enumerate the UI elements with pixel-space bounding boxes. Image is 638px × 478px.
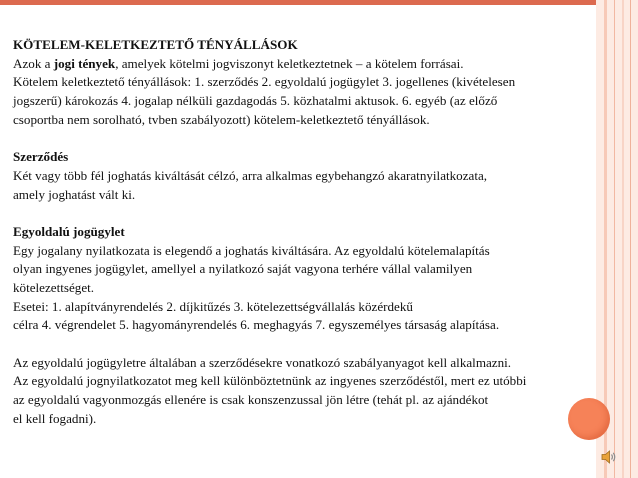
intro-emphasis: jogi tények (53, 55, 116, 71)
slide-content (13, 36, 638, 428)
top-accent-bar (0, 0, 638, 5)
intro-text: , amelyek kötelmi jogviszonyt keletkeztetnek – a kötelem forrásai. (115, 55, 464, 71)
unilateral-line: Esetei: 1. alapítványrendelés 2. díjkitűzés 3. kötelezettségvállalás közérdekű (13, 298, 413, 314)
intro-text: Azok a (13, 55, 54, 71)
spacer (13, 129, 638, 148)
speaker-icon[interactable] (600, 448, 618, 466)
unilateral-line: olyan ingyenes jogügylet, amellyel a nyilatkozó saját vagyona terhére vállal valamilyen (13, 261, 473, 277)
contract-line: amely joghatást vált ki. (13, 186, 136, 202)
section-heading-contract: Szerződés (13, 149, 69, 165)
unilateral-line: célra 4. végrendelet 5. hagyományrendelés 6. meghagyás 7. egyszemélyes társaság alapítása. (13, 317, 500, 333)
section-heading-unilateral: Egyoldalú jogügylet (13, 223, 125, 239)
contract-line: Két vagy több fél joghatás kiváltását célzó, arra alkalmas egybehangzó akaratnyilatkozata, (13, 167, 488, 183)
closing-line: Az egyoldalú jogügyletre általában a szerződésekre vonatkozó szabályanyagot kell alkalmazni. (13, 354, 512, 370)
decorative-orb (568, 398, 610, 440)
intro-line: Kötelem keletkeztető tényállások: 1. szerződés 2. egyoldalú jogügylet 3. jogellenes (kivételesen (13, 74, 516, 90)
closing-line: Az egyoldalú jognyilatkozatot meg kell különböztetnünk az ingyenes szerződéstől, mert ez utóbbi (13, 373, 527, 389)
closing-line: el kell fogadni). (13, 410, 97, 426)
closing-line: az egyoldalú vagyonmozgás ellenére is csak konszenzussal jön létre (tehát pl. az ajándékot (13, 392, 489, 408)
intro-line: jogszerű) károkozás 4. jogalap nélküli gazdagodás 5. közhatalmi aktusok. 6. egyéb (az előző (13, 93, 498, 109)
unilateral-line: Egy jogalany nyilatkozata is elegendő a joghatás kiváltására. Az egyoldalú kötelemalapítás (13, 242, 490, 258)
spacer (13, 204, 638, 223)
slide-title: KÖTELEM-KELETKEZTETŐ TÉNYÁLLÁSOK (13, 37, 298, 52)
unilateral-line: kötelezettséget. (13, 279, 95, 295)
intro-line: csoportba nem sorolható, tvben szabályozott) kötelem-keletkeztető tényállások. (13, 111, 430, 127)
intro-line (13, 55, 638, 74)
spacer (13, 335, 638, 354)
